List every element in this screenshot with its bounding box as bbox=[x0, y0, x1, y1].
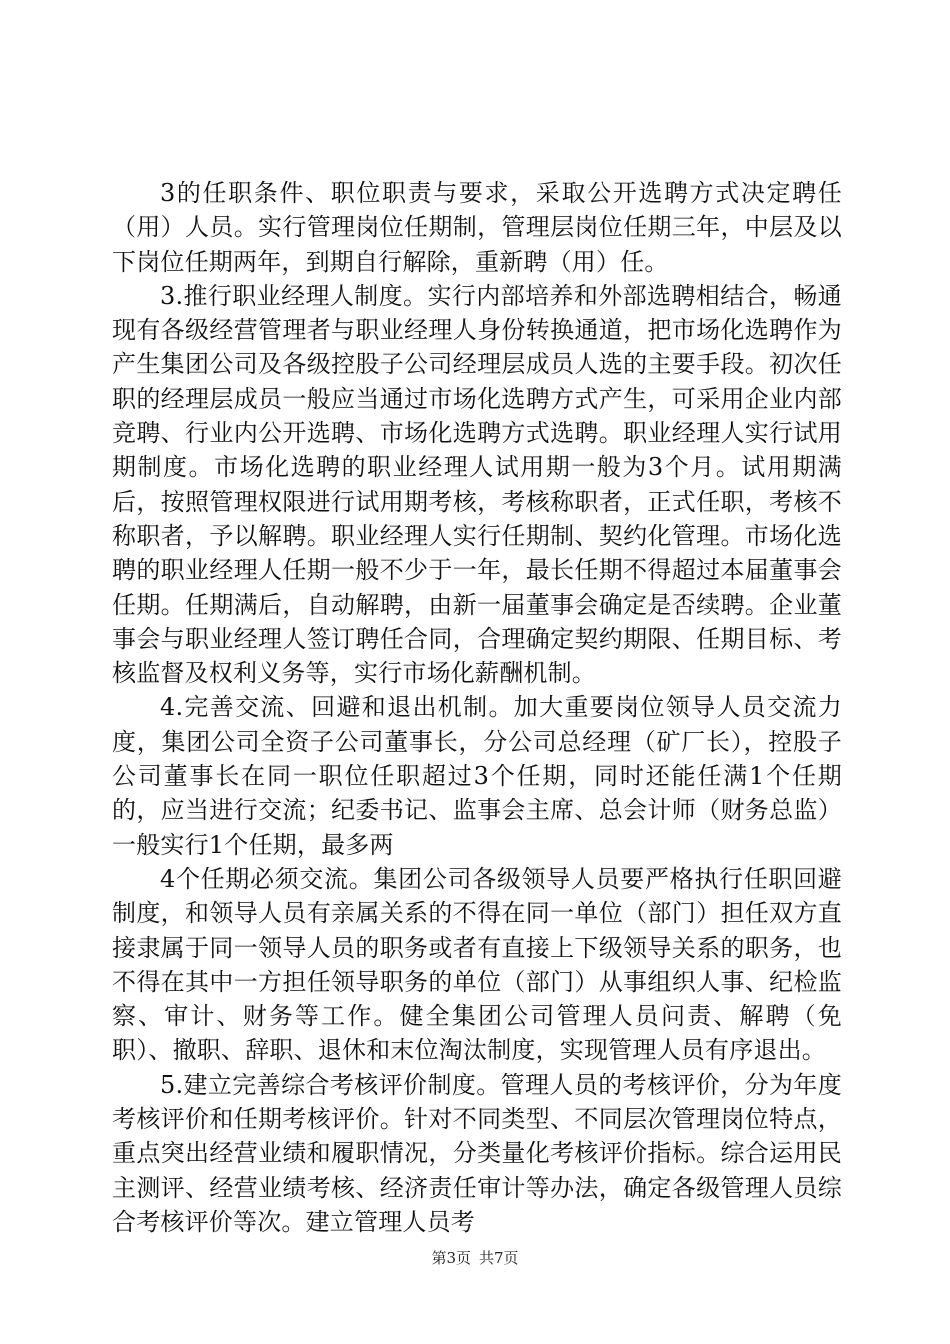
paragraph: 4.完善交流、回避和退出机制。加大重要岗位领导人员交流力度，集团公司全资子公司董事长，分公司总经理（矿厂长），控股子公司董事长在同一职位任职超过3个任期，同时还能任满1个任期的，应当进行交流；纪委书记、监事会主席、总会计师（财务总监）一般实行1个任期，最多两 bbox=[112, 693, 842, 859]
page-total: 共7页 bbox=[479, 1249, 519, 1267]
paragraph: 5.建立完善综合考核评价制度。管理人员的考核评价，分为年度考核评价和任期考核评价。针对不同类型、不同层次管理岗位特点，重点突出经营业绩和履职情况，分类量化考核评价指标。综合运用民主测评、经营业绩考核、经济责任审计等办法，确定各级管理人员综合考核评价等次。建立管理人员考 bbox=[112, 1070, 842, 1236]
paragraph: 3.推行职业经理人制度。实行内部培养和外部选聘相结合，畅通现有各级经营管理者与职业经理人身份转换通道，把市场化选聘作为产生集团公司及各级控股子公司经理层成员人选的主要手段。初次任职的经理层成员一般应当通过市场化选聘方式产生，可采用企业内部竞聘、行业内公开选聘、市场化选聘方式选聘。职业经理人实行试用期制度。市场化选聘的职业经理人试用期一般为3个月。试用期满后，按照管理权限进行试用期考核，考核称职者，正式任职，考核不称职者，予以解聘。职业经理人实行任期制、契约化管理。市场化选聘的职业经理人任期一般不少于一年，最长任期不得超过本届董事会任期。任期满后，自动解聘，由新一届董事会确定是否续聘。企业董事会与职业经理人签订聘任合同，合理确定契约期限、任期目标、考核监督及权利义务等，实行市场化薪酬机制。 bbox=[112, 281, 842, 688]
paragraph: 4个任期必须交流。集团公司各级领导人员要严格执行任职回避制度，和领导人员有亲属关系的不得在同一单位（部门）担任双方直接隶属于同一领导人员的职务或者有直接上下级领导关系的职务，也不得在其中一方担任领导职务的单位（部门）从事组织人事、纪检监察、审计、财务等工作。健全集团公司管理人员问责、解聘（免职）、撤职、辞职、退休和末位淘汰制度，实现管理人员有序退出。 bbox=[112, 864, 842, 1065]
document-body bbox=[112, 176, 842, 1239]
paragraph: 3的任职条件、职位职责与要求，采取公开选聘方式决定聘任（用）人员。实行管理岗位任期制，管理层岗位任期三年，中层及以下岗位任期两年，到期自行解除，重新聘（用）任。 bbox=[112, 179, 842, 276]
page-number: 第3页 bbox=[431, 1249, 471, 1267]
page-footer bbox=[0, 1248, 950, 1268]
